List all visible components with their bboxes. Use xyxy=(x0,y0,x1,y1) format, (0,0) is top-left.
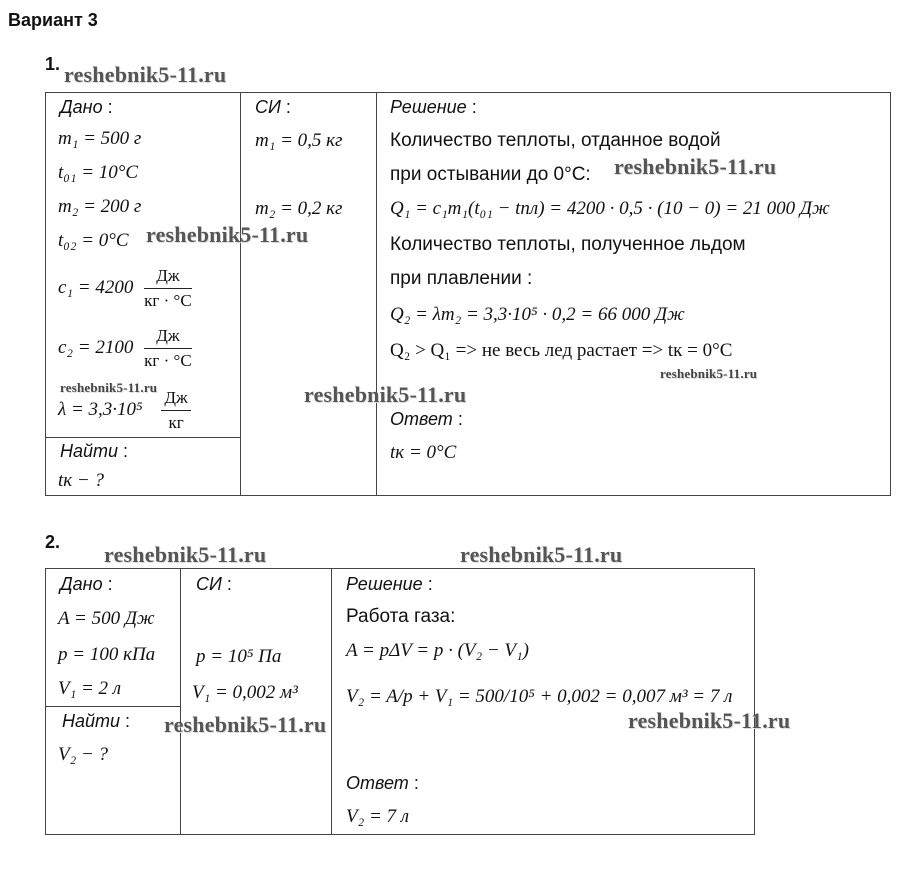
p2-find-value: V₂ − ? xyxy=(58,744,109,765)
p1-si-m1: m₁ = 0,5 кг xyxy=(255,130,343,151)
p1-answer-value: tк = 0°C xyxy=(390,442,457,463)
p1-solution-line2: при остывании до 0°C: xyxy=(390,164,591,185)
p2-given-a: A = 500 Дж xyxy=(58,608,155,629)
p1-given-label: Дано : xyxy=(60,97,113,117)
p2-given-p: p = 100 кПа xyxy=(58,644,156,665)
p2-solution-work: A = pΔV = p · (V₂ − V₁) xyxy=(346,640,529,661)
p1-given-m2: m₂ = 200 г xyxy=(58,196,142,217)
watermark: reshebnik5-11.ru xyxy=(628,708,791,733)
p2-find-label: Найти : xyxy=(62,711,131,731)
p2-given-label: Дано : xyxy=(60,574,113,594)
p1-solution-line4: Количество теплоты, полученное льдом xyxy=(390,234,746,255)
p1-given-c1: c₁ = 4200 $\frac{Дж}{кг \cdot ^\circ C}$ xyxy=(58,266,192,310)
p1-given-lambda: λ = 3,3·10⁵ $\frac{Дж}{кг}$ xyxy=(58,388,191,433)
watermark: reshebnik5-11.ru xyxy=(104,542,267,567)
watermark: reshebnik5-11.ru xyxy=(614,154,777,179)
watermark: reshebnik5-11.ru xyxy=(304,382,467,407)
watermark: reshebnik5-11.ru xyxy=(146,222,309,247)
p2-si-label: СИ : xyxy=(196,574,232,594)
problem1-number: 1. xyxy=(45,54,61,74)
p1-given-t01: t₀₁ = 10°C xyxy=(58,162,139,183)
watermark: reshebnik5-11.ru xyxy=(460,542,623,567)
watermark: reshebnik5-11.ru xyxy=(64,62,227,87)
p1-find-value: tк − ? xyxy=(58,470,104,491)
p1-solution-label: Решение : xyxy=(390,97,477,117)
p1-solution-conclusion: Q₂ > Q₁ => не весь лед растает => tк = 0°C xyxy=(390,340,733,361)
variant-title: Вариант 3 xyxy=(8,10,98,30)
p1-si-label: СИ : xyxy=(255,97,291,117)
p2-given-v1: V₁ = 2 л xyxy=(58,678,122,699)
p1-solution-q2: Q₂ = λm₂ = 3,3·10⁵ · 0,2 = 66 000 Дж xyxy=(390,304,685,325)
p2-solution-label: Решение : xyxy=(346,574,433,594)
p2-si-v1: V₁ = 0,002 м³ xyxy=(192,682,298,703)
p2-answer-value: V₂ = 7 л xyxy=(346,806,410,827)
p1-solution-line5: при плавлении : xyxy=(390,268,533,289)
watermark: reshebnik5-11.ru xyxy=(164,712,327,737)
p2-solution-v2: V₂ = A/p + V₁ = 500/10⁵ + 0,002 = 0,007 м³ = 7 л xyxy=(346,686,733,707)
p1-given-t02: t₀₂ = 0°C xyxy=(58,230,129,251)
p1-solution-q1: Q₁ = c₁m₁(t₀₁ − tпл) = 4200 · 0,5 · (10 − 0) = 21 000 Дж xyxy=(390,198,830,219)
p1-find-label: Найти : xyxy=(60,441,129,461)
p1-si-m2: m₂ = 0,2 кг xyxy=(255,198,343,219)
p2-solution-line1: Работа газа: xyxy=(346,606,456,627)
problem2-number: 2. xyxy=(45,532,61,552)
p1-given-c2: c₂ = 2100 $\frac{Дж}{кг \cdot ^\circ C}$ xyxy=(58,326,192,370)
p2-answer-label: Ответ : xyxy=(346,773,419,793)
p1-answer-label: Ответ : xyxy=(390,409,463,429)
p1-given-m1: m₁ = 500 г xyxy=(58,128,142,149)
p2-si-p: p = 10⁵ Па xyxy=(196,646,282,667)
watermark: reshebnik5-11.ru xyxy=(60,380,158,395)
p1-solution-line1: Количество теплоты, отданное водой xyxy=(390,130,721,151)
watermark: reshebnik5-11.ru xyxy=(660,366,758,381)
